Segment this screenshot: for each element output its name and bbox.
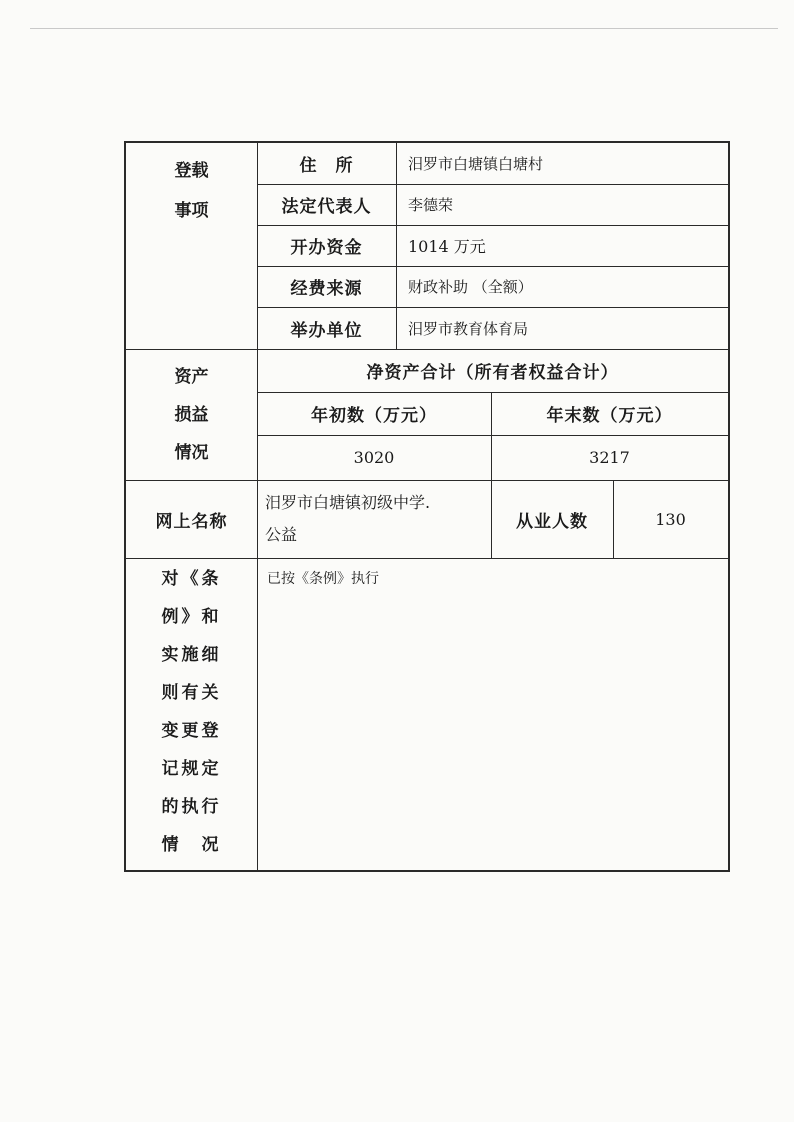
- staff-count-label: 从业人数: [516, 511, 588, 532]
- compliance-value: 已按《条例》执行: [267, 571, 379, 587]
- capital-value: 1014 万元: [408, 237, 486, 256]
- compliance-label-line-2: 例》和: [161, 607, 222, 627]
- legal-rep-label: 法定代表人: [281, 197, 372, 217]
- address-label: 住 所: [299, 156, 354, 176]
- compliance-label-line-4: 则有关: [161, 683, 222, 703]
- grid-line: [396, 143, 397, 349]
- grid-line: [257, 266, 728, 267]
- capital-label: 开办资金: [290, 238, 363, 258]
- registration-section-label: [126, 143, 257, 349]
- end-of-year-value: 3217: [589, 448, 630, 467]
- grid-line: [257, 392, 728, 393]
- sponsor-unit-value: 汨罗市教育体育局: [408, 319, 529, 338]
- end-of-year-label: 年末数（万元）: [546, 406, 673, 426]
- registration-section-label-line-1: 登载: [174, 161, 209, 181]
- online-name-value: [257, 480, 491, 558]
- grid-line: [257, 307, 728, 308]
- funding-source-label: 经费来源: [290, 279, 363, 299]
- legal-rep-value: 李德荣: [408, 196, 454, 214]
- start-of-year-label: 年初数（万元）: [311, 406, 437, 426]
- compliance-label-line-5: 变更登: [161, 721, 222, 741]
- grid-line: [126, 480, 728, 481]
- grid-line: [613, 480, 614, 558]
- online-name-line-1: 汨罗市白塘镇初级中学.: [265, 493, 431, 512]
- grid-line: [257, 143, 258, 870]
- sponsor-unit-label: 举办单位: [290, 320, 363, 341]
- grid-line: [257, 225, 728, 226]
- grid-line: [126, 558, 728, 559]
- compliance-label: [126, 558, 257, 870]
- staff-count-value: 130: [655, 509, 686, 529]
- compliance-label-line-6: 记规定: [161, 759, 222, 779]
- grid-line: [491, 392, 492, 558]
- assets-section-label-line-2: 损益: [174, 404, 209, 425]
- compliance-label-line-8: 情 况: [161, 835, 222, 855]
- compliance-label-line-7: 的执行: [161, 797, 222, 817]
- registration-section-label-line-2: 事项: [174, 201, 209, 221]
- grid-line: [126, 349, 728, 350]
- page-top-rule: [30, 28, 778, 29]
- grid-line: [257, 435, 728, 436]
- registration-form-table: [124, 141, 730, 872]
- funding-source-value: 财政补助 （全额）: [408, 278, 533, 296]
- online-name-label: 网上名称: [155, 511, 228, 532]
- compliance-label-line-1: 对《条: [161, 569, 222, 589]
- grid-line: [257, 184, 728, 185]
- assets-section-label: [126, 349, 257, 480]
- compliance-label-line-3: 实施细: [161, 645, 222, 665]
- assets-section-label-line-1: 资产: [174, 366, 209, 387]
- address-value: 汨罗市白塘镇白塘村: [408, 155, 544, 173]
- net-assets-header: 净资产合计（所有者权益合计）: [366, 363, 619, 383]
- start-of-year-value: 3020: [353, 448, 395, 467]
- online-name-line-2: 公益: [265, 525, 298, 544]
- assets-section-label-line-3: 情况: [174, 442, 209, 463]
